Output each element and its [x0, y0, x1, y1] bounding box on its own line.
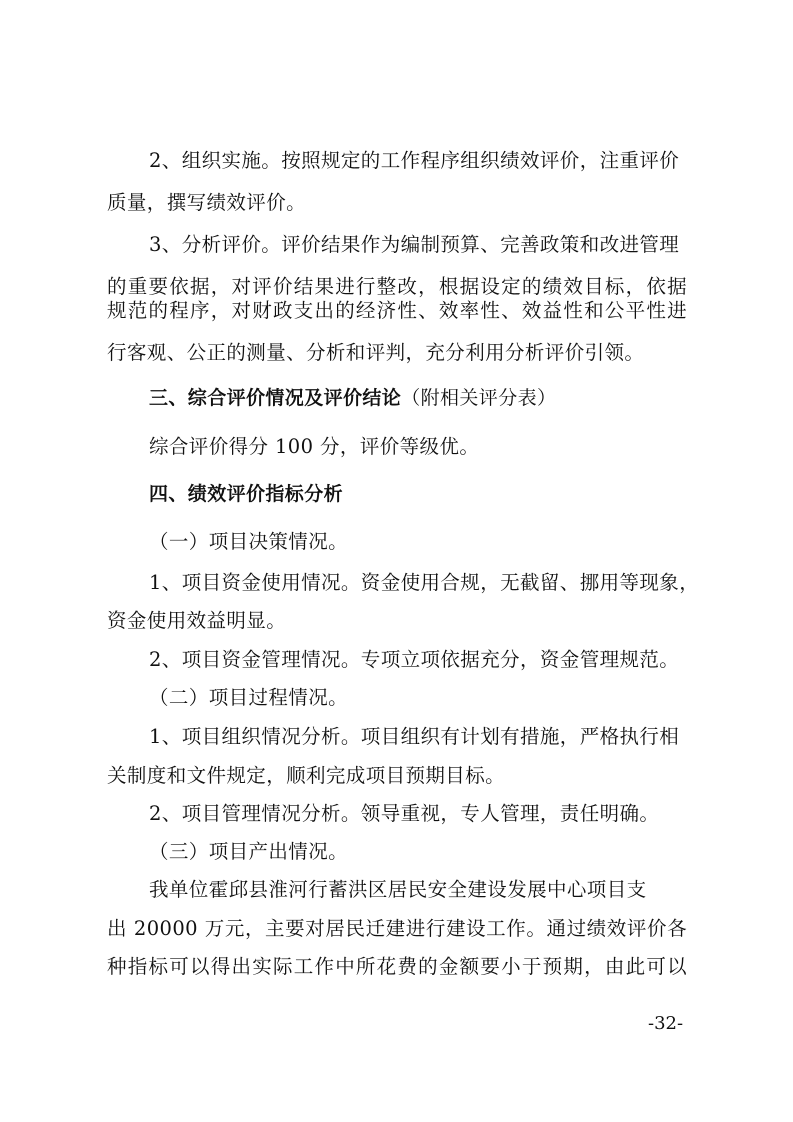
subsection-heading: （一）项目决策情况。	[149, 530, 349, 553]
paragraph-line: 2、组织实施。按照规定的工作程序组织绩效评价，注重评价	[149, 149, 680, 172]
paragraph-line: 1、项目资金使用情况。资金使用合规，无截留、挪用等现象，	[149, 571, 700, 594]
paragraph-line: 2、项目资金管理情况。专项立项依据充分，资金管理规范。	[149, 648, 680, 671]
subsection-heading: （二）项目过程情况。	[149, 686, 349, 709]
paragraph-line: 2、项目管理情况分析。领导重视，专人管理，责任明确。	[149, 802, 660, 825]
paragraph-line: 行客观、公正的测量、分析和评判，充分利用分析评价引领。	[107, 341, 645, 364]
paragraph-line: 的重要依据，对评价结果进行整改，根据设定的绩效目标，依据	[107, 275, 687, 298]
section-heading-3	[149, 389, 729, 408]
paragraph-line: 出 20000 万元，主要对居民迁建进行建设工作。通过绩效评价各	[107, 917, 687, 940]
section-heading-4: 四、绩效评价指标分析	[149, 483, 344, 505]
paragraph-line: 我单位霍邱县淮河行蓄洪区居民安全建设发展中心项目支	[149, 878, 647, 901]
page-number: -32-	[648, 1013, 684, 1034]
paragraph-line: 1、项目组织情况分析。项目组织有计划有措施，严格执行相	[149, 725, 680, 748]
section-heading-note: （附相关评分表）	[401, 387, 557, 409]
section-heading-title: 三、综合评价情况及评价结论	[149, 387, 402, 409]
paragraph-line: 3、分析评价。评价结果作为编制预算、完善政策和改进管理	[149, 233, 680, 256]
paragraph-line: 资金使用效益明显。	[107, 609, 287, 632]
paragraph-line: 质量，撰写绩效评价。	[107, 191, 307, 214]
paragraph-line: 种指标可以得出实际工作中所花费的金额要小于预期，由此可以	[107, 955, 687, 978]
paragraph-line: 规范的程序，对财政支出的经济性、效率性、效益性和公平性进	[107, 299, 687, 322]
paragraph-line: 综合评价得分 100 分，评价等级优。	[149, 435, 480, 458]
subsection-heading: （三）项目产出情况。	[149, 840, 349, 863]
paragraph-line: 关制度和文件规定，顺利完成项目预期目标。	[107, 764, 506, 787]
